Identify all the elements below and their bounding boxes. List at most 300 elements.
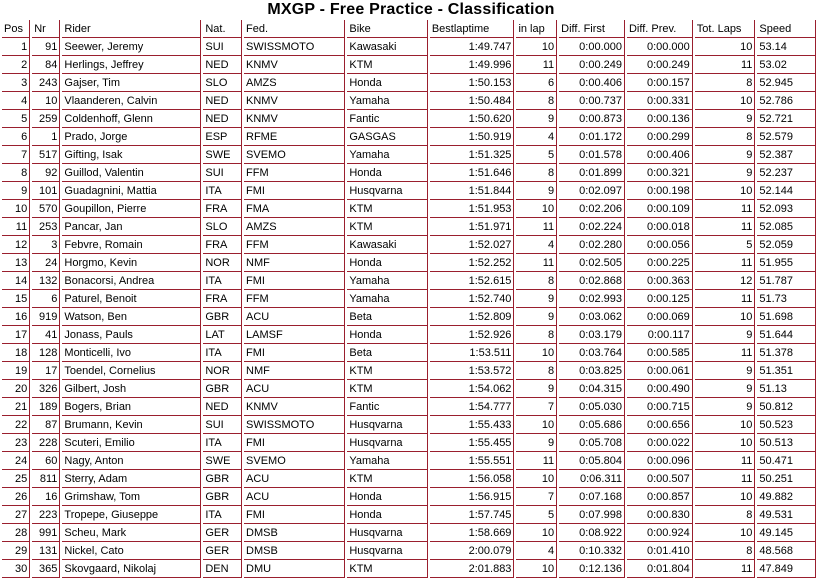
table-row <box>2 506 816 524</box>
diff-prev-cell: 0:00.406 <box>627 146 693 164</box>
nat-cell: SUI <box>203 38 242 56</box>
fed-cell: FFM <box>244 290 345 308</box>
in-lap-cell: 8 <box>516 362 557 380</box>
tot-laps-cell: 10 <box>695 92 756 110</box>
fed-cell: DMSB <box>244 542 345 560</box>
speed-cell: 50.471 <box>757 452 816 470</box>
diff-prev-cell: 0:00.125 <box>627 290 693 308</box>
diff-first-cell: 0:07.168 <box>559 488 625 506</box>
pos-cell: 27 <box>2 506 30 524</box>
tot-laps-cell: 11 <box>695 254 756 272</box>
rider-cell: Gifting, Isak <box>62 146 201 164</box>
diff-first-cell: 0:02.206 <box>559 200 625 218</box>
bestlaptime-cell: 2:00.079 <box>430 542 515 560</box>
bestlaptime-cell: 1:56.058 <box>430 470 515 488</box>
table-row <box>2 92 816 110</box>
diff-prev-cell: 0:00.715 <box>627 398 693 416</box>
tot-laps-cell: 8 <box>695 128 756 146</box>
pos-cell: 7 <box>2 146 30 164</box>
diff-prev-cell: 0:00.056 <box>627 236 693 254</box>
fed-cell: KNMV <box>244 92 345 110</box>
pos-cell: 14 <box>2 272 30 290</box>
nr-cell: 223 <box>32 506 60 524</box>
bike-cell: KTM <box>347 200 427 218</box>
tot-laps-cell: 9 <box>695 362 756 380</box>
rider-cell: Guadagnini, Mattia <box>62 182 201 200</box>
rider-cell: Toendel, Cornelius <box>62 362 201 380</box>
table-row <box>2 416 816 434</box>
table-row <box>2 524 816 542</box>
speed-cell: 52.387 <box>757 146 816 164</box>
diff-first-cell: 0:10.332 <box>559 542 625 560</box>
bestlaptime-cell: 1:58.669 <box>430 524 515 542</box>
rider-cell: Scuteri, Emilio <box>62 434 201 452</box>
fed-cell: FMI <box>244 434 345 452</box>
speed-cell: 51.955 <box>757 254 816 272</box>
nat-cell: NOR <box>203 254 242 272</box>
diff-prev-cell: 0:00.924 <box>627 524 693 542</box>
bestlaptime-cell: 1:55.551 <box>430 452 515 470</box>
in-lap-cell: 11 <box>516 254 557 272</box>
pos-cell: 25 <box>2 470 30 488</box>
fed-cell: SVEMO <box>244 146 345 164</box>
fed-cell: DMU <box>244 560 345 578</box>
rider-cell: Seewer, Jeremy <box>62 38 201 56</box>
table-row <box>2 128 816 146</box>
in-lap-cell: 4 <box>516 236 557 254</box>
nr-cell: 10 <box>32 92 60 110</box>
bike-cell: Yamaha <box>347 92 427 110</box>
nr-cell: 570 <box>32 200 60 218</box>
rider-cell: Febvre, Romain <box>62 236 201 254</box>
in-lap-cell: 9 <box>516 380 557 398</box>
table-row <box>2 488 816 506</box>
rider-cell: Gajser, Tim <box>62 74 201 92</box>
table-row <box>2 398 816 416</box>
table-row <box>2 542 816 560</box>
diff-first-cell: 0:01.172 <box>559 128 625 146</box>
fed-cell: NMF <box>244 254 345 272</box>
diff-first-cell: 0:03.764 <box>559 344 625 362</box>
fed-cell: SWISSMOTO <box>244 38 345 56</box>
table-row <box>2 290 816 308</box>
bike-cell: Honda <box>347 326 427 344</box>
bestlaptime-cell: 1:57.745 <box>430 506 515 524</box>
nr-cell: 132 <box>32 272 60 290</box>
pos-cell: 20 <box>2 380 30 398</box>
bike-cell: Honda <box>347 488 427 506</box>
fed-cell: ACU <box>244 308 345 326</box>
rider-cell: Jonass, Pauls <box>62 326 201 344</box>
nat-cell: SUI <box>203 164 242 182</box>
pos-cell: 15 <box>2 290 30 308</box>
fed-cell: FMA <box>244 200 345 218</box>
results-body <box>2 38 816 578</box>
col-header-speed: Speed <box>757 20 816 38</box>
fed-cell: LAMSF <box>244 326 345 344</box>
nr-cell: 253 <box>32 218 60 236</box>
fed-cell: FFM <box>244 236 345 254</box>
pos-cell: 6 <box>2 128 30 146</box>
speed-cell: 53.14 <box>757 38 816 56</box>
nat-cell: FRA <box>203 290 242 308</box>
nr-cell: 991 <box>32 524 60 542</box>
speed-cell: 50.251 <box>757 470 816 488</box>
fed-cell: FMI <box>244 344 345 362</box>
pos-cell: 19 <box>2 362 30 380</box>
nr-cell: 128 <box>32 344 60 362</box>
bike-cell: KTM <box>347 362 427 380</box>
diff-first-cell: 0:04.315 <box>559 380 625 398</box>
bike-cell: Beta <box>347 344 427 362</box>
diff-prev-cell: 0:00.069 <box>627 308 693 326</box>
nat-cell: NED <box>203 92 242 110</box>
diff-prev-cell: 0:00.830 <box>627 506 693 524</box>
speed-cell: 52.093 <box>757 200 816 218</box>
in-lap-cell: 4 <box>516 542 557 560</box>
pos-cell: 18 <box>2 344 30 362</box>
in-lap-cell: 11 <box>516 218 557 236</box>
tot-laps-cell: 11 <box>695 200 756 218</box>
bestlaptime-cell: 1:52.809 <box>430 308 515 326</box>
nr-cell: 326 <box>32 380 60 398</box>
diff-first-cell: 0:05.708 <box>559 434 625 452</box>
rider-cell: Paturel, Benoit <box>62 290 201 308</box>
diff-prev-cell: 0:00.363 <box>627 272 693 290</box>
nat-cell: ITA <box>203 506 242 524</box>
in-lap-cell: 10 <box>516 38 557 56</box>
nat-cell: SWE <box>203 146 242 164</box>
bestlaptime-cell: 2:01.883 <box>430 560 515 578</box>
bike-cell: Husqvarna <box>347 182 427 200</box>
bestlaptime-cell: 1:51.646 <box>430 164 515 182</box>
in-lap-cell: 8 <box>516 164 557 182</box>
nat-cell: SUI <box>203 416 242 434</box>
diff-first-cell: 0:02.505 <box>559 254 625 272</box>
tot-laps-cell: 5 <box>695 236 756 254</box>
diff-prev-cell: 0:00.157 <box>627 74 693 92</box>
nat-cell: GER <box>203 524 242 542</box>
col-header-nr: Nr <box>32 20 60 38</box>
speed-cell: 50.523 <box>757 416 816 434</box>
tot-laps-cell: 9 <box>695 146 756 164</box>
diff-first-cell: 0:03.825 <box>559 362 625 380</box>
fed-cell: ACU <box>244 470 345 488</box>
in-lap-cell: 8 <box>516 326 557 344</box>
in-lap-cell: 8 <box>516 272 557 290</box>
rider-cell: Gilbert, Josh <box>62 380 201 398</box>
diff-prev-cell: 0:00.018 <box>627 218 693 236</box>
classification-table <box>0 20 818 578</box>
diff-first-cell: 0:02.993 <box>559 290 625 308</box>
bike-cell: Husqvarna <box>347 542 427 560</box>
speed-cell: 51.13 <box>757 380 816 398</box>
tot-laps-cell: 8 <box>695 542 756 560</box>
speed-cell: 52.144 <box>757 182 816 200</box>
nr-cell: 228 <box>32 434 60 452</box>
rider-cell: Bonacorsi, Andrea <box>62 272 201 290</box>
in-lap-cell: 9 <box>516 290 557 308</box>
nr-cell: 41 <box>32 326 60 344</box>
in-lap-cell: 5 <box>516 146 557 164</box>
nr-cell: 24 <box>32 254 60 272</box>
nat-cell: DEN <box>203 560 242 578</box>
pos-cell: 8 <box>2 164 30 182</box>
page-title: MXGP - Free Practice - Classification <box>267 1 555 18</box>
diff-prev-cell: 0:00.117 <box>627 326 693 344</box>
bike-cell: Husqvarna <box>347 434 427 452</box>
in-lap-cell: 6 <box>516 74 557 92</box>
in-lap-cell: 10 <box>516 200 557 218</box>
pos-cell: 23 <box>2 434 30 452</box>
nat-cell: SWE <box>203 452 242 470</box>
nat-cell: NED <box>203 110 242 128</box>
diff-prev-cell: 0:00.490 <box>627 380 693 398</box>
in-lap-cell: 9 <box>516 434 557 452</box>
tot-laps-cell: 9 <box>695 380 756 398</box>
col-header-fed: Fed. <box>244 20 345 38</box>
speed-cell: 52.059 <box>757 236 816 254</box>
diff-prev-cell: 0:00.136 <box>627 110 693 128</box>
rider-cell: Sterry, Adam <box>62 470 201 488</box>
rider-cell: Horgmo, Kevin <box>62 254 201 272</box>
table-row <box>2 56 816 74</box>
table-row <box>2 452 816 470</box>
tot-laps-cell: 10 <box>695 182 756 200</box>
speed-cell: 48.568 <box>757 542 816 560</box>
diff-prev-cell: 0:00.507 <box>627 470 693 488</box>
bestlaptime-cell: 1:51.325 <box>430 146 515 164</box>
fed-cell: KNMV <box>244 398 345 416</box>
in-lap-cell: 11 <box>516 56 557 74</box>
fed-cell: FMI <box>244 506 345 524</box>
bestlaptime-cell: 1:55.455 <box>430 434 515 452</box>
col-header-diff-first: Diff. First <box>559 20 625 38</box>
rider-cell: Scheu, Mark <box>62 524 201 542</box>
diff-first-cell: 0:00.000 <box>559 38 625 56</box>
in-lap-cell: 7 <box>516 398 557 416</box>
tot-laps-cell: 11 <box>695 470 756 488</box>
table-row <box>2 362 816 380</box>
nr-cell: 91 <box>32 38 60 56</box>
pos-cell: 16 <box>2 308 30 326</box>
tot-laps-cell: 11 <box>695 344 756 362</box>
table-row <box>2 254 816 272</box>
bike-cell: Honda <box>347 254 427 272</box>
nr-cell: 101 <box>32 182 60 200</box>
bestlaptime-cell: 1:51.844 <box>430 182 515 200</box>
tot-laps-cell: 11 <box>695 290 756 308</box>
fed-cell: ACU <box>244 488 345 506</box>
tot-laps-cell: 11 <box>695 218 756 236</box>
bike-cell: Fantic <box>347 110 427 128</box>
bike-cell: Beta <box>347 308 427 326</box>
table-row <box>2 146 816 164</box>
speed-cell: 52.786 <box>757 92 816 110</box>
table-row <box>2 236 816 254</box>
tot-laps-cell: 11 <box>695 452 756 470</box>
diff-prev-cell: 0:00.585 <box>627 344 693 362</box>
nat-cell: ITA <box>203 344 242 362</box>
rider-cell: Nagy, Anton <box>62 452 201 470</box>
nat-cell: GBR <box>203 470 242 488</box>
pos-cell: 1 <box>2 38 30 56</box>
tot-laps-cell: 10 <box>695 488 756 506</box>
in-lap-cell: 9 <box>516 308 557 326</box>
rider-cell: Bogers, Brian <box>62 398 201 416</box>
diff-first-cell: 0:03.179 <box>559 326 625 344</box>
diff-first-cell: 0:00.406 <box>559 74 625 92</box>
diff-first-cell: 0:01.578 <box>559 146 625 164</box>
speed-cell: 51.787 <box>757 272 816 290</box>
diff-prev-cell: 0:01.410 <box>627 542 693 560</box>
speed-cell: 52.237 <box>757 164 816 182</box>
bestlaptime-cell: 1:50.919 <box>430 128 515 146</box>
fed-cell: RFME <box>244 128 345 146</box>
diff-prev-cell: 0:00.331 <box>627 92 693 110</box>
table-row <box>2 470 816 488</box>
pos-cell: 30 <box>2 560 30 578</box>
nr-cell: 517 <box>32 146 60 164</box>
tot-laps-cell: 11 <box>695 560 756 578</box>
bestlaptime-cell: 1:52.740 <box>430 290 515 308</box>
diff-first-cell: 0:00.249 <box>559 56 625 74</box>
in-lap-cell: 5 <box>516 506 557 524</box>
col-header-tot-laps: Tot. Laps <box>695 20 756 38</box>
bike-cell: Honda <box>347 74 427 92</box>
pos-cell: 5 <box>2 110 30 128</box>
fed-cell: AMZS <box>244 218 345 236</box>
bike-cell: KTM <box>347 218 427 236</box>
in-lap-cell: 10 <box>516 416 557 434</box>
diff-prev-cell: 0:00.198 <box>627 182 693 200</box>
rider-cell: Herlings, Jeffrey <box>62 56 201 74</box>
nr-cell: 16 <box>32 488 60 506</box>
header-row <box>2 20 816 38</box>
pos-cell: 11 <box>2 218 30 236</box>
nat-cell: GBR <box>203 308 242 326</box>
bike-cell: KTM <box>347 380 427 398</box>
nat-cell: ESP <box>203 128 242 146</box>
bestlaptime-cell: 1:53.511 <box>430 344 515 362</box>
in-lap-cell: 8 <box>516 92 557 110</box>
nat-cell: NOR <box>203 362 242 380</box>
bestlaptime-cell: 1:51.971 <box>430 218 515 236</box>
diff-first-cell: 0:02.097 <box>559 182 625 200</box>
fed-cell: SVEMO <box>244 452 345 470</box>
bike-cell: Yamaha <box>347 452 427 470</box>
col-header-rider: Rider <box>62 20 201 38</box>
bestlaptime-cell: 1:50.153 <box>430 74 515 92</box>
table-row <box>2 560 816 578</box>
speed-cell: 50.812 <box>757 398 816 416</box>
table-row <box>2 38 816 56</box>
bestlaptime-cell: 1:53.572 <box>430 362 515 380</box>
diff-first-cell: 0:02.868 <box>559 272 625 290</box>
nat-cell: GER <box>203 542 242 560</box>
bestlaptime-cell: 1:55.433 <box>430 416 515 434</box>
in-lap-cell: 10 <box>516 560 557 578</box>
rider-cell: Goupillon, Pierre <box>62 200 201 218</box>
speed-cell: 51.351 <box>757 362 816 380</box>
tot-laps-cell: 10 <box>695 416 756 434</box>
table-row <box>2 182 816 200</box>
rider-cell: Tropepe, Giuseppe <box>62 506 201 524</box>
col-header-diff-prev: Diff. Prev. <box>627 20 693 38</box>
in-lap-cell: 10 <box>516 344 557 362</box>
tot-laps-cell: 11 <box>695 56 756 74</box>
nr-cell: 3 <box>32 236 60 254</box>
col-header-in-lap: in lap <box>516 20 557 38</box>
nat-cell: ITA <box>203 434 242 452</box>
bestlaptime-cell: 1:56.915 <box>430 488 515 506</box>
bike-cell: Husqvarna <box>347 524 427 542</box>
fed-cell: DMSB <box>244 524 345 542</box>
bestlaptime-cell: 1:50.484 <box>430 92 515 110</box>
nat-cell: LAT <box>203 326 242 344</box>
in-lap-cell: 10 <box>516 524 557 542</box>
nr-cell: 259 <box>32 110 60 128</box>
speed-cell: 51.73 <box>757 290 816 308</box>
in-lap-cell: 10 <box>516 470 557 488</box>
speed-cell: 49.145 <box>757 524 816 542</box>
rider-cell: Brumann, Kevin <box>62 416 201 434</box>
speed-cell: 49.531 <box>757 506 816 524</box>
rider-cell: Monticelli, Ivo <box>62 344 201 362</box>
fed-cell: SWISSMOTO <box>244 416 345 434</box>
in-lap-cell: 4 <box>516 128 557 146</box>
fed-cell: AMZS <box>244 74 345 92</box>
pos-cell: 10 <box>2 200 30 218</box>
diff-prev-cell: 0:00.022 <box>627 434 693 452</box>
diff-first-cell: 0:06.311 <box>559 470 625 488</box>
rider-cell: Coldenhoff, Glenn <box>62 110 201 128</box>
col-header-bike: Bike <box>347 20 427 38</box>
diff-first-cell: 0:05.804 <box>559 452 625 470</box>
table-row <box>2 272 816 290</box>
diff-prev-cell: 0:00.321 <box>627 164 693 182</box>
fed-cell: KNMV <box>244 56 345 74</box>
pos-cell: 29 <box>2 542 30 560</box>
table-row <box>2 308 816 326</box>
bike-cell: Honda <box>347 164 427 182</box>
pos-cell: 22 <box>2 416 30 434</box>
speed-cell: 51.698 <box>757 308 816 326</box>
speed-cell: 52.945 <box>757 74 816 92</box>
nat-cell: FRA <box>203 200 242 218</box>
nr-cell: 811 <box>32 470 60 488</box>
col-header-bestlaptime: Bestlaptime <box>430 20 515 38</box>
diff-first-cell: 0:12.136 <box>559 560 625 578</box>
nr-cell: 243 <box>32 74 60 92</box>
table-row <box>2 218 816 236</box>
bike-cell: Fantic <box>347 398 427 416</box>
pos-cell: 3 <box>2 74 30 92</box>
bestlaptime-cell: 1:52.027 <box>430 236 515 254</box>
tot-laps-cell: 12 <box>695 272 756 290</box>
bike-cell: Yamaha <box>347 146 427 164</box>
bike-cell: Husqvarna <box>347 416 427 434</box>
diff-prev-cell: 0:00.249 <box>627 56 693 74</box>
bike-cell: Kawasaki <box>347 236 427 254</box>
nr-cell: 1 <box>32 128 60 146</box>
table-row <box>2 164 816 182</box>
speed-cell: 51.378 <box>757 344 816 362</box>
diff-prev-cell: 0:00.656 <box>627 416 693 434</box>
fed-cell: FMI <box>244 272 345 290</box>
tot-laps-cell: 9 <box>695 164 756 182</box>
diff-prev-cell: 0:00.096 <box>627 452 693 470</box>
